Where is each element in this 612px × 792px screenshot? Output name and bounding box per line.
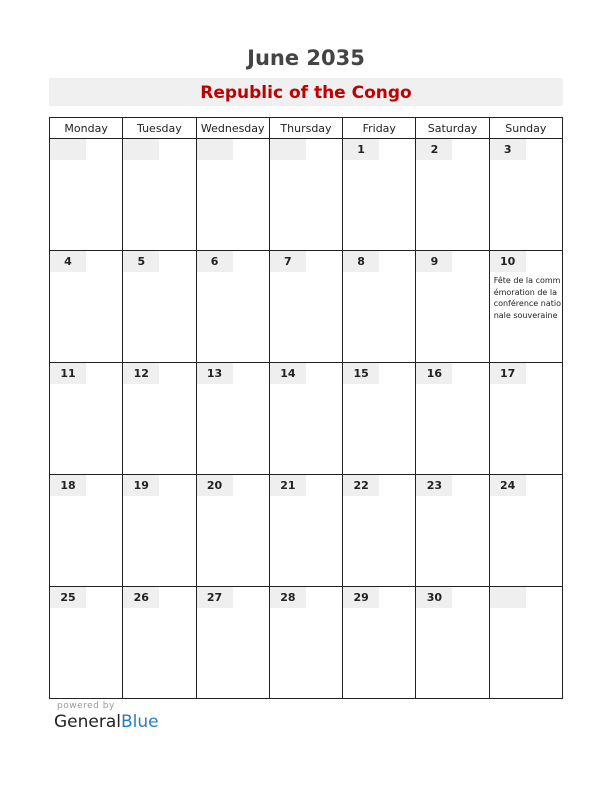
day-cell[interactable] [489, 363, 562, 475]
powered-by-label: powered by [57, 701, 115, 711]
weekday-sunday: Sunday [489, 118, 562, 139]
day-number: 29 [343, 587, 379, 608]
day-cell[interactable] [489, 251, 562, 363]
day-number: 26 [123, 587, 159, 608]
day-cell[interactable] [489, 475, 562, 587]
day-number: 6 [197, 251, 233, 272]
brand-general: General [54, 712, 121, 732]
day-cell[interactable] [416, 139, 489, 251]
day-number: 18 [50, 475, 86, 496]
empty-day-label [50, 139, 86, 160]
day-number: 16 [416, 363, 452, 384]
day-cell[interactable] [269, 251, 342, 363]
calendar-grid [49, 117, 563, 699]
day-cell[interactable] [269, 139, 342, 251]
day-cell[interactable] [123, 475, 196, 587]
weekday-tuesday: Tuesday [123, 118, 196, 139]
day-number: 19 [123, 475, 159, 496]
day-cell[interactable] [269, 363, 342, 475]
day-cell[interactable] [343, 251, 416, 363]
day-number: 8 [343, 251, 379, 272]
brand-blue: Blue [121, 712, 159, 732]
empty-day-label [490, 587, 526, 608]
day-number: 7 [270, 251, 306, 272]
day-number: 4 [50, 251, 86, 272]
day-cell[interactable] [343, 363, 416, 475]
calendar-title: June 2035 [247, 46, 365, 70]
day-number: 24 [490, 475, 526, 496]
weekday-friday: Friday [343, 118, 416, 139]
day-number: 23 [416, 475, 452, 496]
day-cell[interactable] [416, 475, 489, 587]
day-cell[interactable] [196, 139, 269, 251]
day-cell[interactable] [50, 363, 123, 475]
day-number: 22 [343, 475, 379, 496]
day-cell[interactable] [489, 587, 562, 699]
day-cell[interactable] [269, 475, 342, 587]
day-number: 20 [197, 475, 233, 496]
day-cell[interactable] [343, 587, 416, 699]
day-number: 13 [197, 363, 233, 384]
day-cell[interactable] [50, 139, 123, 251]
day-cell[interactable] [123, 363, 196, 475]
empty-day-label [123, 139, 159, 160]
week-row [50, 363, 563, 475]
day-number: 30 [416, 587, 452, 608]
day-number: 10 [490, 251, 526, 272]
day-number: 27 [197, 587, 233, 608]
day-number: 25 [50, 587, 86, 608]
day-cell[interactable] [416, 251, 489, 363]
day-cell[interactable] [50, 587, 123, 699]
weekday-wednesday: Wednesday [196, 118, 269, 139]
day-cell[interactable] [50, 251, 123, 363]
weekday-monday: Monday [50, 118, 123, 139]
week-row [50, 475, 563, 587]
week-row [50, 251, 563, 363]
day-cell[interactable] [489, 139, 562, 251]
day-number: 17 [490, 363, 526, 384]
day-number: 14 [270, 363, 306, 384]
day-number: 28 [270, 587, 306, 608]
week-row [50, 139, 563, 251]
day-cell[interactable] [50, 475, 123, 587]
day-number: 15 [343, 363, 379, 384]
country-name: Republic of the Congo [200, 83, 412, 103]
holiday-label: Fête de la commémoration de la conférence nationale souveraine [493, 276, 561, 320]
day-cell[interactable] [196, 475, 269, 587]
day-cell[interactable] [123, 587, 196, 699]
day-cell[interactable] [343, 139, 416, 251]
day-cell[interactable] [196, 363, 269, 475]
weekday-header-row [50, 118, 563, 139]
day-number: 12 [123, 363, 159, 384]
day-cell[interactable] [416, 587, 489, 699]
weekday-thursday: Thursday [269, 118, 342, 139]
day-number: 2 [416, 139, 452, 160]
day-cell[interactable] [269, 587, 342, 699]
day-cell[interactable] [196, 587, 269, 699]
empty-day-label [197, 139, 233, 160]
generalblue-logo[interactable] [54, 712, 159, 732]
day-cell[interactable] [343, 475, 416, 587]
day-cell[interactable] [416, 363, 489, 475]
empty-day-label [270, 139, 306, 160]
day-number: 9 [416, 251, 452, 272]
day-number: 11 [50, 363, 86, 384]
day-cell[interactable] [123, 251, 196, 363]
day-number: 21 [270, 475, 306, 496]
calendar-body [50, 139, 563, 699]
day-number: 5 [123, 251, 159, 272]
day-number: 3 [490, 139, 526, 160]
day-number: 1 [343, 139, 379, 160]
day-cell[interactable] [196, 251, 269, 363]
week-row [50, 587, 563, 699]
weekday-saturday: Saturday [416, 118, 489, 139]
day-cell[interactable] [123, 139, 196, 251]
